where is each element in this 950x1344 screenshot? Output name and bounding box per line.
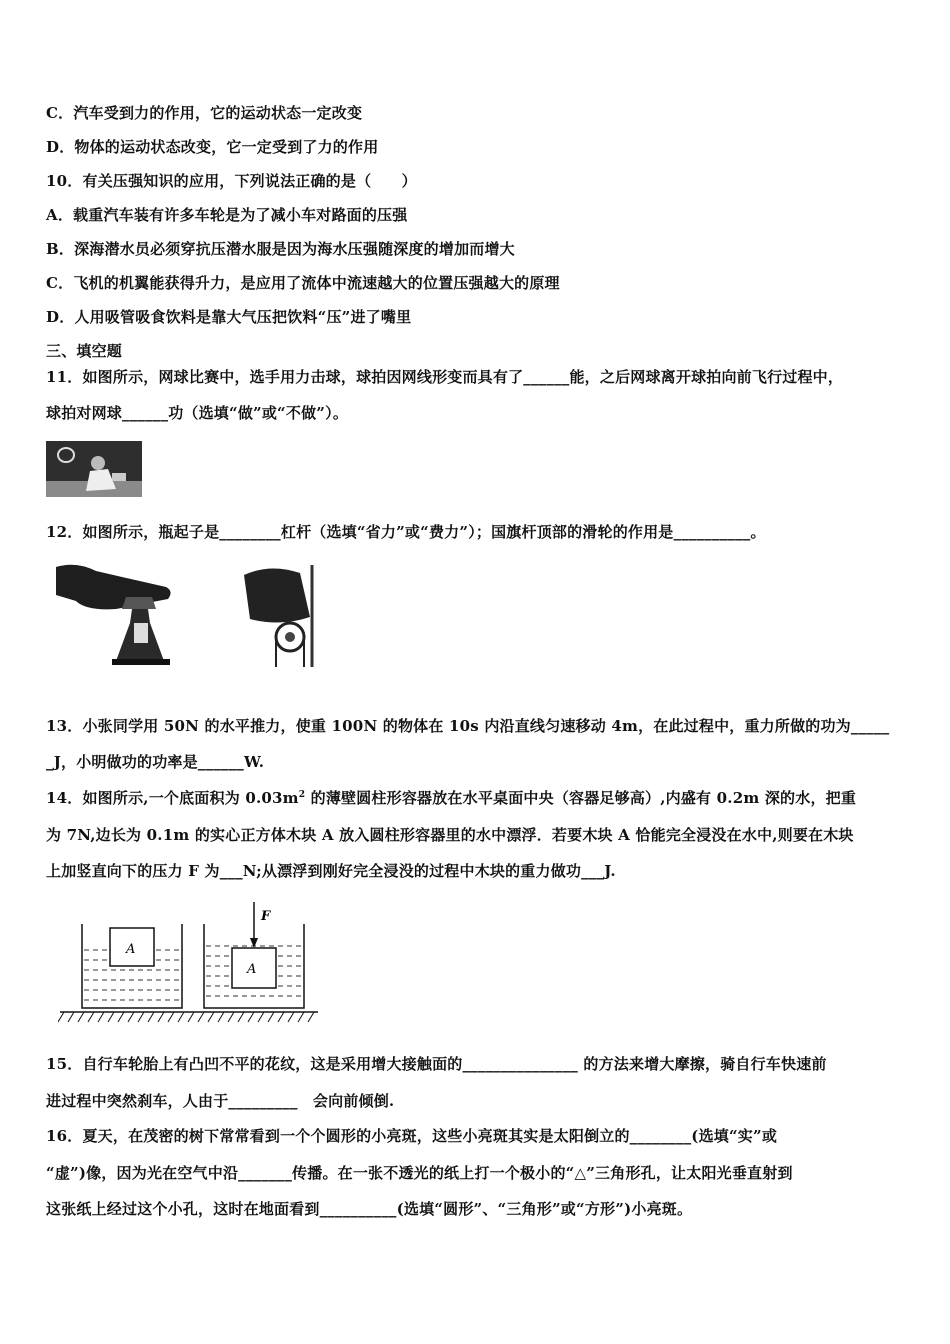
question-16-line1: 16．夏天，在茂密的树下常常看到一个个圆形的小亮斑，这些小亮斑其实是太阳倒立的________(选填“实”或 [46, 1127, 778, 1145]
q14-text-post: 的薄壁圆柱形容器放在水平桌面中央（容器足够高）,内盛有 0.2m 深的水，把重 [305, 789, 857, 807]
section-heading: 三、填空题 [46, 342, 123, 360]
option-c-q10: C．飞机的机翼能获得升力，是应用了流体中流速越大的位置压强越大的原理 [46, 274, 560, 292]
question-14-line2: 为 7N,边长为 0.1m 的实心正方体木块 A 放入圆柱形容器里的水中漂浮．若要木块 A 恰能完全浸没在水中,则要在木块 [46, 826, 854, 844]
container-diagram [58, 900, 320, 1028]
q14-text-pre: 14．如图所示,一个底面积为 0.03m [46, 789, 299, 807]
block-a-right-label: A [247, 962, 257, 977]
option-d-q10: D．人用吸管吸食饮料是靠大气压把饮料“压”进了嘴里 [46, 308, 412, 326]
q14-superscript: 2 [298, 790, 306, 800]
question-11-line1: 11．如图所示，网球比赛中，选手用力击球，球拍因网线形变而具有了______能，之后网球离开球拍向前飞行过程中， [46, 368, 844, 386]
question-16-line2: “虚”)像，因为光在空气中沿_______传播。在一张不透光的纸上打一个极小的“△”三角形孔，让太阳光垂直射到 [46, 1164, 793, 1182]
question-10: 10．有关压强知识的应用，下列说法正确的是（ ） [46, 172, 417, 190]
question-15-line1: 15．自行车轮胎上有凸凹不平的花纹，这是采用增大接触面的_______________ 的方法来增大摩擦，骑自行车快速前 [46, 1055, 827, 1073]
option-b-q10: B．深海潜水员必须穿抗压潜水服是因为海水压强随深度的增加而增大 [46, 240, 515, 258]
question-12: 12．如图所示，瓶起子是________杠杆（选填“省力”或“费力”）；国旗杆顶部的滑轮的作用是__________。 [46, 523, 766, 541]
question-14-line3: 上加竖直向下的压力 F 为___N;从漂浮到刚好完全浸没的过程中木块的重力做功___J. [46, 862, 616, 880]
option-d-q9: D．物体的运动状态改变，它一定受到了力的作用 [46, 138, 379, 156]
force-label: F [261, 909, 271, 924]
option-a-q10: A．载重汽车装有许多车轮是为了减小车对路面的压强 [46, 206, 408, 224]
question-11-line2: 球拍对网球______功（选填“做”或“不做”）。 [46, 404, 349, 422]
flag-pulley-photo [240, 561, 328, 669]
block-a-left-label: A [126, 942, 136, 957]
bottle-opener-photo [56, 561, 186, 667]
question-14-line1 [46, 787, 856, 808]
question-15-line2: 进过程中突然刹车，人由于_________ 会向前倾倒. [46, 1092, 395, 1110]
question-13-line2: _J，小明做功的功率是______W. [46, 753, 265, 771]
option-c-q9: C．汽车受到力的作用，它的运动状态一定改变 [46, 104, 363, 122]
tennis-photo [46, 441, 142, 497]
question-13-line1: 13．小张同学用 50N 的水平推力，使重 100N 的物体在 10s 内沿直线匀速移动 4m，在此过程中，重力所做的功为_____ [46, 717, 890, 735]
question-16-line3: 这张纸上经过这个小孔，这时在地面看到__________(选填“圆形”、“三角形”或“方形”)小亮斑。 [46, 1200, 693, 1218]
